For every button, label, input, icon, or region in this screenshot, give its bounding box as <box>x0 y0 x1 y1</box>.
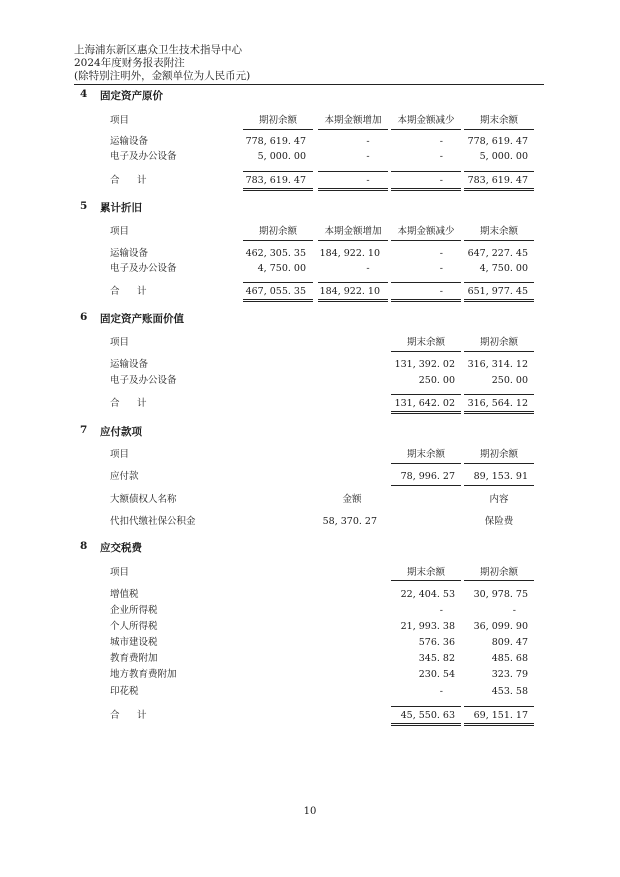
col-header-opening: 期初余额 <box>479 449 518 460</box>
cell-value: 131, 392. 02 <box>394 359 455 370</box>
col-header-item: 项目 <box>110 567 130 578</box>
col-header-closing: 期末余额 <box>406 449 445 460</box>
col-header-opening: 期初余额 <box>479 337 518 348</box>
creditor-name: 代扣代缴社保公积金 <box>110 516 196 527</box>
cell-value: 323. 79 <box>491 669 528 680</box>
cell-value: 184, 922. 10 <box>319 248 380 259</box>
sub-header-content: 内容 <box>489 494 509 505</box>
cell-value: 4, 750. 00 <box>257 263 306 274</box>
header-rule <box>74 84 544 85</box>
row-label: 增值税 <box>110 589 139 600</box>
col-header-closing: 期末余额 <box>406 567 445 578</box>
col-header-closing: 期末余额 <box>479 115 518 126</box>
sub-header-creditor: 大额债权人名称 <box>110 494 177 505</box>
unit-note: (除特别注明外，金额单位为人民币元) <box>74 70 251 82</box>
row-label: 应付款 <box>110 471 139 482</box>
col-header-item: 项目 <box>110 449 130 460</box>
total-value: 783, 619. 47 <box>245 175 306 186</box>
total-value: 131, 642. 02 <box>394 398 455 409</box>
col-header-item: 项目 <box>110 337 130 348</box>
sub-header-amount: 金额 <box>342 494 362 505</box>
total-value: 467, 055. 35 <box>245 286 306 297</box>
col-header-opening: 期初余额 <box>258 226 297 237</box>
total-value: 651, 977. 45 <box>467 286 528 297</box>
row-label: 印花税 <box>110 686 139 697</box>
row-label: 个人所得税 <box>110 621 158 632</box>
cell-value: 78, 996. 27 <box>400 471 455 482</box>
row-label: 城市建设税 <box>110 637 158 648</box>
cell-value: 230. 54 <box>418 669 455 680</box>
cell-value: 485. 68 <box>491 653 528 664</box>
row-label: 电子及办公设备 <box>110 375 177 386</box>
org-name: 上海浦东新区惠众卫生技术指导中心 <box>74 44 242 56</box>
row-label: 企业所得税 <box>110 605 158 616</box>
col-header-opening: 期初余额 <box>258 115 297 126</box>
col-header-item: 项目 <box>110 115 130 126</box>
cell-value: - <box>366 151 370 162</box>
cell-value: 778, 619. 47 <box>467 136 528 147</box>
col-header-decrease: 本期金额减少 <box>397 226 455 237</box>
cell-value: - <box>439 263 443 274</box>
col-header-increase: 本期金额增加 <box>324 226 382 237</box>
col-header-closing: 期末余额 <box>406 337 445 348</box>
cell-value: - <box>439 151 443 162</box>
cell-value: 453. 58 <box>491 686 528 697</box>
cell-value: 30, 978. 75 <box>473 589 528 600</box>
total-value: - <box>439 286 443 297</box>
row-label: 电子及办公设备 <box>110 151 177 162</box>
col-header-closing: 期末余额 <box>479 226 518 237</box>
cell-value: 5, 000. 00 <box>257 151 306 162</box>
creditor-amount: 58, 370. 27 <box>322 516 377 527</box>
cell-value: 462, 305. 35 <box>245 248 306 259</box>
cell-value: - <box>366 263 370 274</box>
cell-value: - <box>439 248 443 259</box>
col-header-increase: 本期金额增加 <box>324 115 382 126</box>
total-label: 合 计 <box>110 175 151 186</box>
cell-value: 250. 00 <box>491 375 528 386</box>
total-value: 45, 550. 63 <box>400 710 455 721</box>
cell-value: 250. 00 <box>418 375 455 386</box>
cell-value: 5, 000. 00 <box>479 151 528 162</box>
cell-value: 778, 619. 47 <box>245 136 306 147</box>
row-label: 运输设备 <box>110 359 149 370</box>
total-value: - <box>366 175 370 186</box>
cell-value: 809. 47 <box>491 637 528 648</box>
cell-value: - <box>439 136 443 147</box>
cell-value: 21, 993. 38 <box>400 621 455 632</box>
total-value: 316, 564. 12 <box>467 398 528 409</box>
row-label: 电子及办公设备 <box>110 263 177 274</box>
cell-value: - <box>512 605 516 616</box>
cell-value: - <box>439 686 443 697</box>
page-number: 10 <box>303 806 317 817</box>
cell-value: 345. 82 <box>418 653 455 664</box>
col-header-item: 项目 <box>110 226 130 237</box>
cell-value: 89, 153. 91 <box>473 471 528 482</box>
total-value: 783, 619. 47 <box>467 175 528 186</box>
row-label: 运输设备 <box>110 136 149 147</box>
cell-value: 576. 36 <box>418 637 455 648</box>
cell-value: 4, 750. 00 <box>479 263 528 274</box>
report-title: 2024年度财务报表附注 <box>74 57 185 69</box>
cell-value: 316, 314. 12 <box>467 359 528 370</box>
row-label: 教育费附加 <box>110 653 158 664</box>
col-header-decrease: 本期金额减少 <box>397 115 455 126</box>
total-label: 合 计 <box>110 710 151 721</box>
cell-value: 36, 099. 90 <box>473 621 528 632</box>
total-value: 69, 151. 17 <box>473 710 528 721</box>
total-value: 184, 922. 10 <box>319 286 380 297</box>
cell-value: - <box>439 605 443 616</box>
total-label: 合 计 <box>110 398 151 409</box>
row-label: 地方教育费附加 <box>110 669 177 680</box>
row-label: 运输设备 <box>110 248 149 259</box>
cell-value: 22, 404. 53 <box>400 589 455 600</box>
col-header-opening: 期初余额 <box>479 567 518 578</box>
cell-value: - <box>366 136 370 147</box>
total-value: - <box>439 175 443 186</box>
cell-value: 647, 227. 45 <box>467 248 528 259</box>
creditor-content: 保险费 <box>484 516 514 527</box>
total-label: 合 计 <box>110 286 151 297</box>
